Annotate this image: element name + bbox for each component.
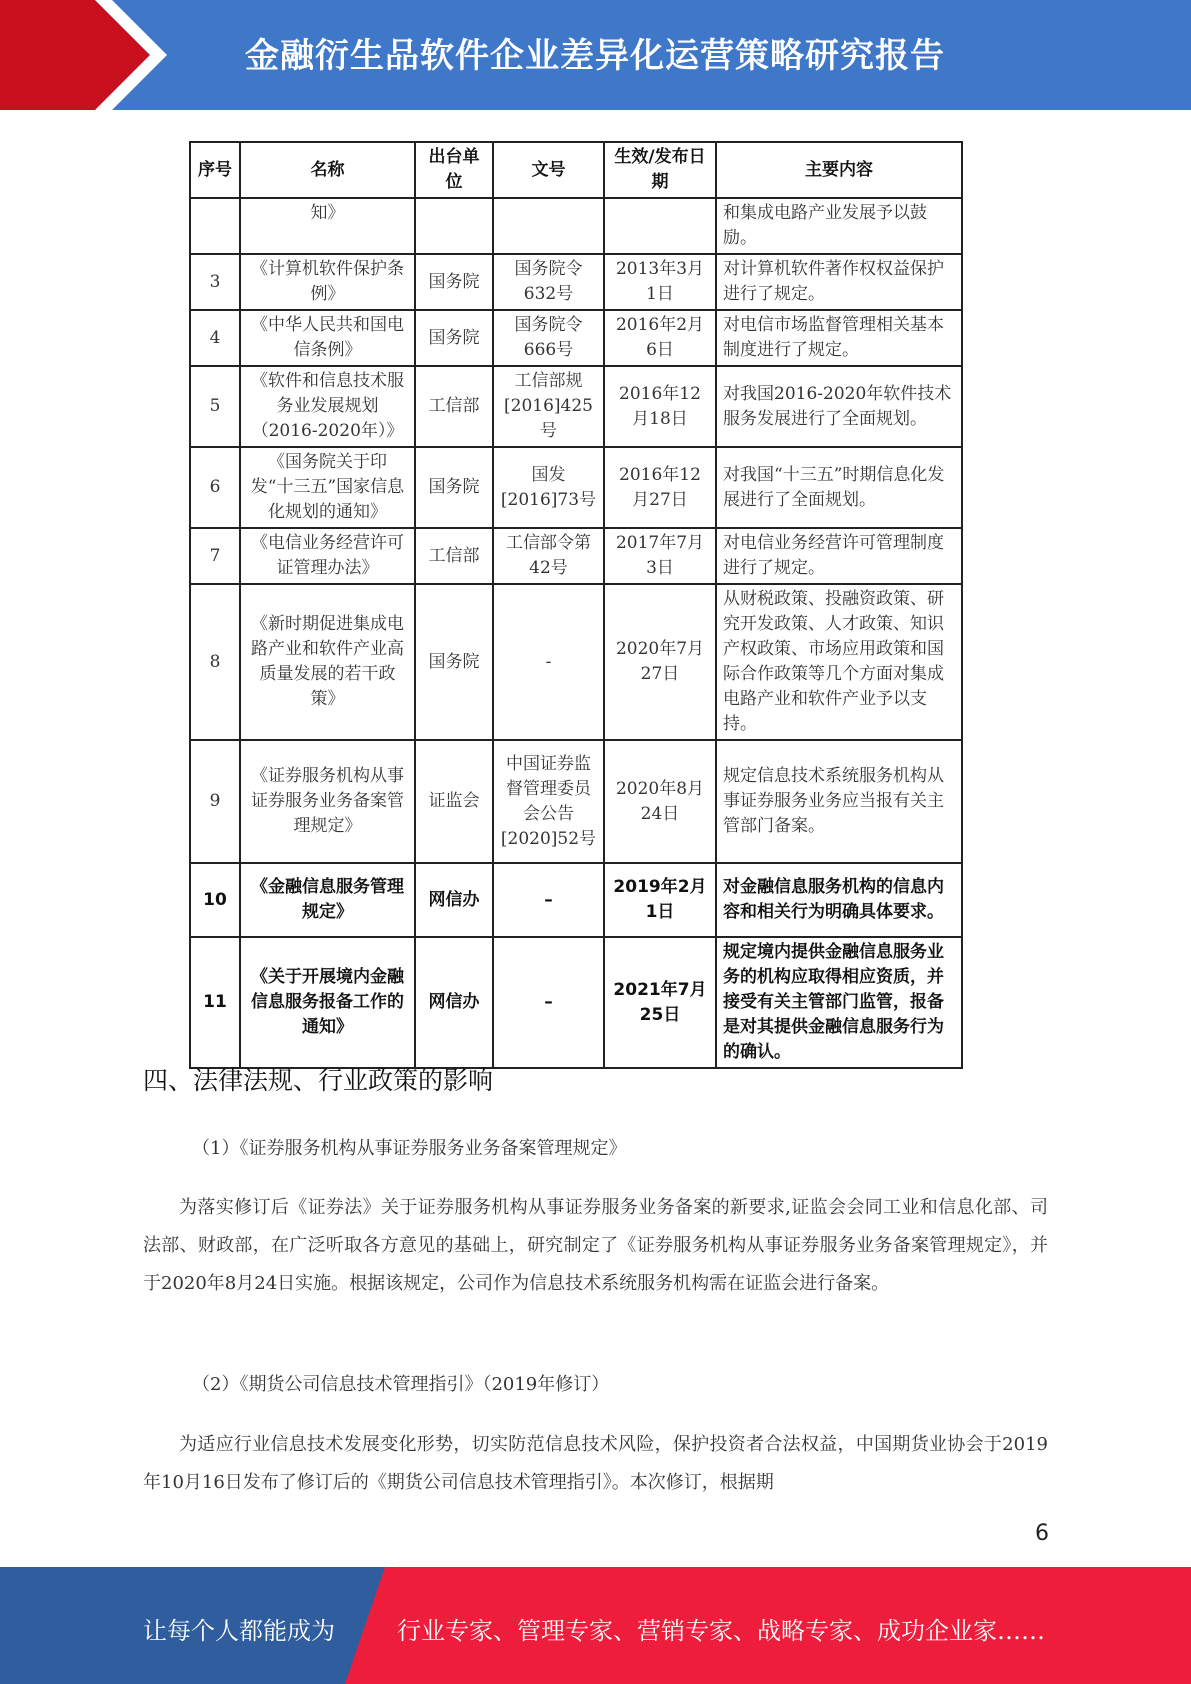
header-doc: 文号 (493, 142, 604, 198)
cell-content: 对我国“十三五”时期信息化发展进行了全面规划。 (716, 447, 962, 528)
cell-no: 11 (190, 937, 240, 1068)
cell-unit: 国务院 (415, 310, 493, 366)
cell-no: 4 (190, 310, 240, 366)
header-date: 生效/发布日期 (604, 142, 716, 198)
cell-doc: 国务院令632号 (493, 254, 604, 310)
header-no: 序号 (190, 142, 240, 198)
cell-date (604, 198, 716, 254)
page-footer (0, 1567, 1191, 1684)
cell-content: 规定信息技术系统服务机构从事证券服务业务应当报有关主管部门备案。 (716, 740, 962, 863)
cell-name: 《金融信息服务管理规定》 (240, 863, 415, 937)
cell-content: 对电信业务经营许可管理制度进行了规定。 (716, 528, 962, 584)
table-row (190, 198, 962, 254)
cell-content: 对计算机软件著作权权益保护进行了规定。 (716, 254, 962, 310)
cell-name: 知》 (240, 198, 415, 254)
cell-name: 《证券服务机构从事证券服务业务备案管理规定》 (240, 740, 415, 863)
cell-unit: 国务院 (415, 584, 493, 740)
cell-date: 2021年7月25日 (604, 937, 716, 1068)
cell-unit: 工信部 (415, 528, 493, 584)
cell-content: 对电信市场监督管理相关基本制度进行了规定。 (716, 310, 962, 366)
cell-no: 3 (190, 254, 240, 310)
footer-slogan-right: 行业专家、管理专家、营销专家、战略专家、成功企业家…… (397, 1617, 1045, 1645)
cell-date: 2020年7月27日 (604, 584, 716, 740)
cell-content: 和集成电路产业发展予以鼓励。 (716, 198, 962, 254)
table-row (190, 740, 962, 863)
cell-doc: 工信部令第42号 (493, 528, 604, 584)
cell-no (190, 198, 240, 254)
cell-unit: 国务院 (415, 447, 493, 528)
cell-doc (493, 198, 604, 254)
cell-name: 《计算机软件保护条例》 (240, 254, 415, 310)
cell-content: 对金融信息服务机构的信息内容和相关行为明确具体要求。 (716, 863, 962, 937)
header-content: 主要内容 (716, 142, 962, 198)
policy-table-container (189, 141, 961, 1069)
cell-doc: 工信部规[2016]425号 (493, 366, 604, 447)
cell-content: 规定境内提供金融信息服务业务的机构应取得相应资质，并接受有关主管部门监管，报备是对其提供金融信息服务行为的确认。 (716, 937, 962, 1068)
cell-doc: 中国证券监督管理委员会公告[2020]52号 (493, 740, 604, 863)
cell-name: 《新时期促进集成电路产业和软件产业高质量发展的若干政策》 (240, 584, 415, 740)
cell-name: 《软件和信息技术服务业发展规划（2016-2020年）》 (240, 366, 415, 447)
paragraph-1: 为落实修订后《证券法》关于证券服务机构从事证券服务业务备案的新要求,证监会会同工业和信息化部、司法部、财政部，在广泛听取各方意见的基础上，研究制定了《证券服务机构从事证券服务业务备案管理规定》，并于2020年8月24日实施。根据该规定，公司作为信息技术系统服务机构需在证监会进行备案。 (143, 1197, 1048, 1294)
cell-date: 2016年2月6日 (604, 310, 716, 366)
cell-name: 《中华人民共和国电信条例》 (240, 310, 415, 366)
cell-doc: – (493, 937, 604, 1068)
cell-content: 对我国2016-2020年软件技术服务发展进行了全面规划。 (716, 366, 962, 447)
subheading-1: （1）《证券服务机构从事证券服务业务备案管理规定》 (192, 1138, 627, 1159)
cell-unit (415, 198, 493, 254)
cell-unit: 工信部 (415, 366, 493, 447)
table-row (190, 447, 962, 528)
cell-name: 《关于开展境内金融信息服务报备工作的通知》 (240, 937, 415, 1068)
cell-no: 9 (190, 740, 240, 863)
table-row (190, 366, 962, 447)
table-row (190, 584, 962, 740)
table-row (190, 863, 962, 937)
cell-name: 《国务院关于印发“十三五”国家信息化规划的通知》 (240, 447, 415, 528)
page-number: 6 (1035, 1521, 1049, 1546)
table-header-row (190, 142, 962, 198)
cell-no: 8 (190, 584, 240, 740)
cell-unit: 国务院 (415, 254, 493, 310)
cell-unit: 证监会 (415, 740, 493, 863)
table-row (190, 937, 962, 1068)
cell-date: 2016年12月18日 (604, 366, 716, 447)
cell-no: 7 (190, 528, 240, 584)
table-row (190, 528, 962, 584)
table-row (190, 310, 962, 366)
cell-content: 从财税政策、投融资政策、研究开发政策、人才政策、知识产权政策、市场应用政策和国际合作政策等几个方面对集成电路产业和软件产业予以支持。 (716, 584, 962, 740)
policy-table (189, 141, 963, 1069)
cell-date: 2016年12月27日 (604, 447, 716, 528)
cell-date: 2017年7月3日 (604, 528, 716, 584)
cell-date: 2013年3月1日 (604, 254, 716, 310)
cell-no: 10 (190, 863, 240, 937)
cell-unit: 网信办 (415, 863, 493, 937)
cell-doc: 国发[2016]73号 (493, 447, 604, 528)
cell-date: 2019年2月1日 (604, 863, 716, 937)
cell-doc: - (493, 584, 604, 740)
cell-unit: 网信办 (415, 937, 493, 1068)
header-name: 名称 (240, 142, 415, 198)
footer-slogan-left: 让每个人都能成为 (143, 1617, 335, 1645)
header-unit: 出台单位 (415, 142, 493, 198)
cell-doc: – (493, 863, 604, 937)
cell-no: 6 (190, 447, 240, 528)
cell-doc: 国务院令666号 (493, 310, 604, 366)
page-header (0, 0, 1191, 110)
report-title: 金融衍生品软件企业差异化运营策略研究报告 (245, 36, 945, 76)
cell-no: 5 (190, 366, 240, 447)
table-row (190, 254, 962, 310)
paragraph-2: 为适应行业信息技术发展变化形势，切实防范信息技术风险，保护投资者合法权益，中国期货业协会于2019年10月16日发布了修订后的《期货公司信息技术管理指引》。本次修订，根据期 (143, 1434, 1048, 1493)
cell-name: 《电信业务经营许可证管理办法》 (240, 528, 415, 584)
cell-date: 2020年8月24日 (604, 740, 716, 863)
section-heading: 四、法律法规、行业政策的影响 (143, 1066, 494, 1095)
subheading-2: （2）《期货公司信息技术管理指引》（2019年修订） (192, 1374, 610, 1395)
